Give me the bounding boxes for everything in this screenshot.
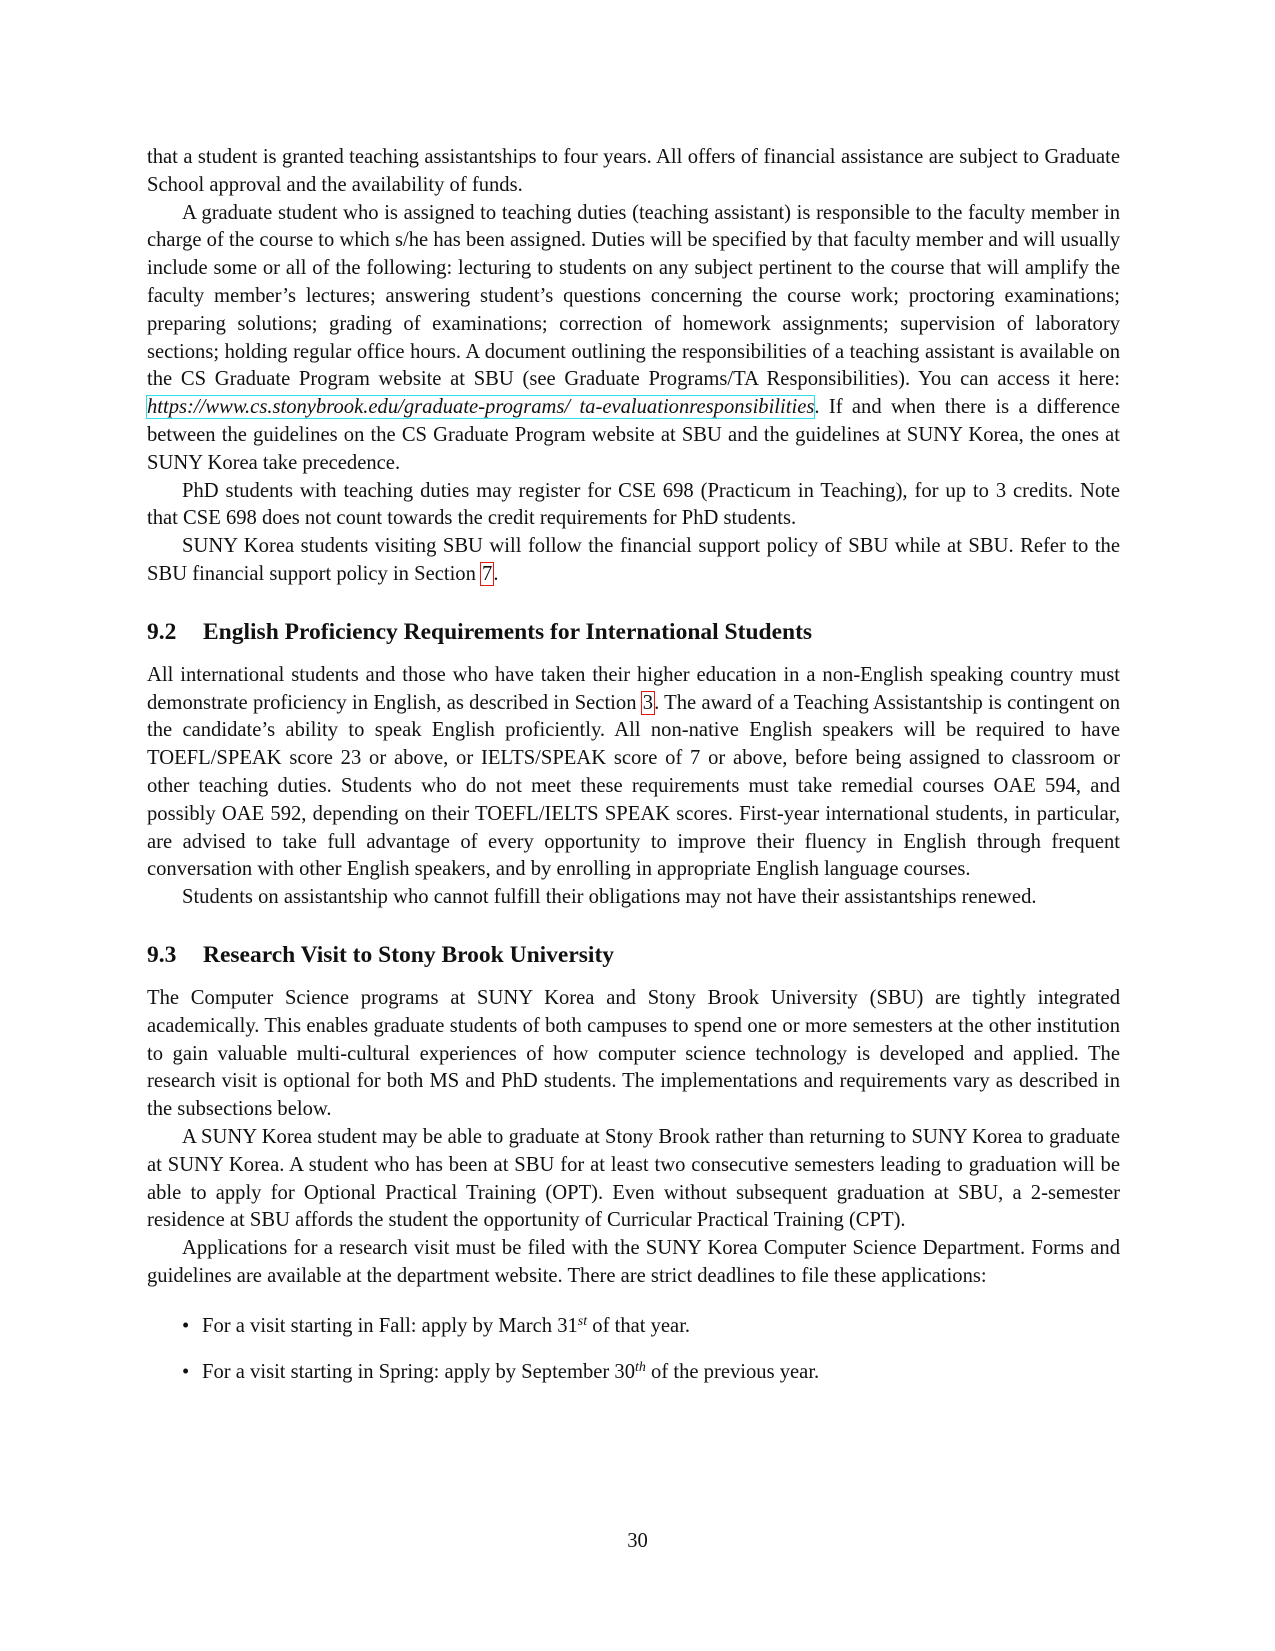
section-7-reference-link[interactable]: 7	[482, 562, 493, 585]
section-number: 9.2	[147, 618, 177, 645]
paragraph-text: .	[493, 562, 499, 585]
paragraph-ta-duties	[147, 200, 1120, 478]
paragraph-research-visit-intro: The Computer Science programs at SUNY Korea and Stony Brook University (SBU) are tightly integrated academically. This enables graduate students of both campuses to spend one or more semesters at the other institution to gain valuable multi-cultural experiences of how computer science technology is developed and applied. The research visit is optional for both MS and PhD students. The implementations and requirements vary as described in the subsections below.	[147, 986, 1120, 1121]
list-item-text: of the previous year.	[645, 1361, 820, 1384]
paragraph-assistantship-renewal: Students on assistantship who cannot fulfill their obligations may not have their assistantships renewed.	[182, 886, 1037, 909]
paragraph-graduate-at-sbu: A SUNY Korea student may be able to graduate at Stony Brook rather than returning to SUNY Korea to graduate at SUNY Korea. A student who has been at SBU for at least two consecutive semesters leading to graduation will be able to apply for Optional Practical Training (OPT). Even without subsequent graduation at SBU, a 2-semester residence at SBU affords the student the opportunity of Curricular Practical Training (CPT).	[147, 1125, 1120, 1232]
ta-responsibilities-link[interactable]: https://www.cs.stonybrook.edu/graduate-programs/ ta-evaluationresponsibilities	[147, 396, 815, 419]
document-page	[147, 144, 1120, 1406]
section-title: Research Visit to Stony Brook University	[203, 941, 615, 968]
ordinal-suffix: st	[577, 1313, 588, 1329]
list-item-text: For a visit starting in Spring: apply by September 30	[202, 1361, 636, 1384]
paragraph-text: SUNY Korea students visiting SBU will follow the financial support policy of SBU while at SBU. Refer to the SBU financial support policy in Section	[147, 535, 1120, 585]
list-item-spring-deadline	[182, 1359, 1120, 1387]
list-item-text: of that year.	[587, 1314, 691, 1337]
list-item-fall-deadline	[182, 1313, 1120, 1341]
page-number: 30	[627, 1530, 648, 1552]
section-heading-9-2	[147, 618, 1120, 646]
paragraph-english-proficiency	[147, 662, 1120, 884]
section-heading-9-3	[147, 941, 1120, 969]
paragraph-text: A graduate student who is assigned to teaching duties (teaching assistant) is responsible to the faculty member in charge of the course to which s/he has been assigned. Duties will be specified by that faculty member and will usually include some or all of the following: lecturing to students on any subject pertinent to the course that will amplify the faculty member’s lectures; answering student’s questions concerning the course work; proctoring examinations; preparing solutions; grading of examinations; correction of homework assignments; supervision of laboratory sections; holding regular office hours. A document outlining the responsibilities of a teaching assistant is available on the CS Graduate Program website at SBU (see Graduate Programs/TA Responsibilities). You can access it here:	[147, 201, 1120, 391]
paragraph-applications: Applications for a research visit must be filed with the SUNY Korea Computer Science Department. Forms and guidelines are available at the department website. There are strict deadlines to file these applications:	[147, 1237, 1120, 1287]
section-3-reference-link[interactable]: 3	[642, 691, 654, 714]
paragraph-sbu-policy	[147, 533, 1120, 589]
section-number: 9.3	[147, 941, 177, 968]
paragraph-text: All international students and those who have taken their higher education in a non-English speaking country must demonstrate proficiency in English, as described in Section	[147, 663, 1120, 714]
paragraph-text: . If and when there is a difference between the guidelines on the CS Graduate Program website at SBU and the guidelines at SUNY Korea, the ones at SUNY Korea take precedence.	[147, 396, 1121, 474]
ordinal-suffix: th	[635, 1360, 646, 1376]
deadline-list	[147, 1313, 1120, 1388]
section-title: English Proficiency Requirements for International Students	[203, 618, 813, 645]
bullet-icon: •	[182, 1314, 190, 1337]
bullet-icon: •	[182, 1361, 190, 1384]
list-item-text: For a visit starting in Fall: apply by March 31	[202, 1314, 578, 1337]
paragraph-cse698: PhD students with teaching duties may register for CSE 698 (Practicum in Teaching), for up to 3 credits. Note that CSE 698 does not count towards the credit requirements for PhD students.	[147, 479, 1120, 530]
paragraph-text: . The award of a Teaching Assistantship is contingent on the candidate’s ability to speak English proficiently. All non-native English speakers will be required to have TOEFL/SPEAK score 23 or above, or IELTS/SPEAK score of 7 or above, before being assigned to classroom or other teaching duties. Students who do not meet these requirements must take remedial courses OAE 594, and possibly OAE 592, depending on their TOEFL/IELTS SPEAK scores. First-year international students, in particular, are advised to take full advantage of every opportunity to improve their fluency in English through frequent conversation with other English speakers, and by enrolling in appropriate English language courses.	[147, 691, 1120, 881]
paragraph: that a student is granted teaching assistantships to four years. All offers of financial assistance are subject to Graduate School approval and the availability of funds.	[147, 146, 1120, 196]
